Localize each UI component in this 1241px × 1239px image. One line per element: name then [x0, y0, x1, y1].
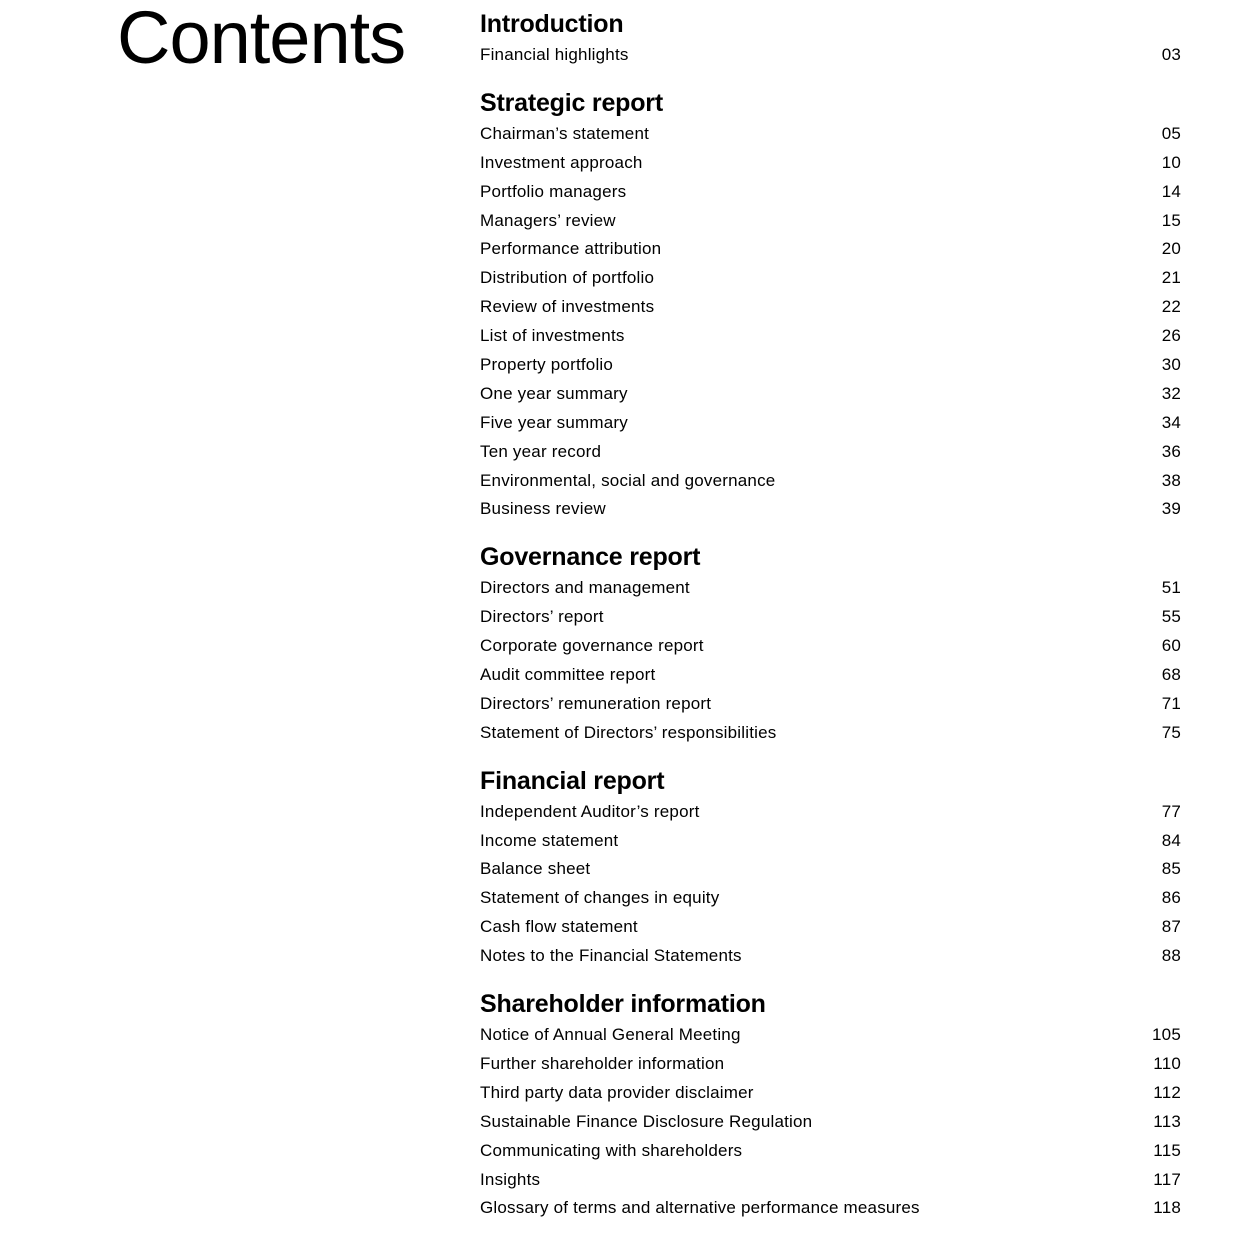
toc-entry-title: List of investments: [480, 326, 625, 346]
toc-entry[interactable]: [480, 855, 1181, 884]
section-heading: Financial report: [480, 766, 665, 795]
toc-entry-title: Audit committee report: [480, 665, 656, 685]
toc-entry-page-number: 20: [1161, 239, 1181, 259]
toc-section: [480, 541, 1181, 747]
toc-entry-page-number: 38: [1161, 470, 1181, 490]
toc-entry[interactable]: [480, 942, 1181, 971]
toc-entry-page-number: 14: [1161, 181, 1181, 201]
toc-entry[interactable]: [480, 1079, 1181, 1108]
toc-entry-page-number: 75: [1161, 722, 1181, 742]
toc-entry-title: Directors and management: [480, 578, 690, 598]
toc-entry-page-number: 32: [1161, 383, 1181, 403]
toc-entry-title: Five year summary: [480, 412, 628, 432]
toc-entry-page-number: 39: [1161, 499, 1181, 519]
toc-entry-title: One year summary: [480, 383, 628, 403]
toc-entry[interactable]: [480, 235, 1181, 264]
toc-entry-title: Balance sheet: [480, 859, 591, 879]
toc-entry-title: Directors’ remuneration report: [480, 693, 712, 713]
toc-entry-page-number: 34: [1161, 412, 1181, 432]
toc-entry-page-number: 51: [1161, 578, 1181, 598]
toc-entry[interactable]: [480, 719, 1181, 748]
toc-entry-title: Review of investments: [480, 297, 655, 317]
toc-entry-page-number: 68: [1161, 665, 1181, 685]
toc-entry[interactable]: [480, 438, 1181, 467]
toc-entry-page-number: 36: [1161, 441, 1181, 461]
toc-entry[interactable]: [480, 467, 1181, 496]
toc-entry-page-number: 118: [1153, 1198, 1181, 1218]
toc-entry-page-number: 22: [1161, 297, 1181, 317]
section-heading: Governance report: [480, 543, 701, 572]
toc-entry-title: Further shareholder information: [480, 1053, 725, 1073]
toc-list: [480, 120, 1181, 524]
toc-entry[interactable]: [480, 149, 1181, 178]
toc-entry[interactable]: [480, 632, 1181, 661]
toc-entry[interactable]: [480, 1166, 1181, 1195]
section-heading: Strategic report: [480, 88, 663, 117]
toc-entry-title: Insights: [480, 1169, 541, 1189]
toc-entry-title: Income statement: [480, 830, 619, 850]
toc-entry-title: Cash flow statement: [480, 917, 638, 937]
toc-entry-page-number: 05: [1161, 123, 1181, 143]
toc-entry-title: Third party data provider disclaimer: [480, 1082, 754, 1102]
toc-entry[interactable]: [480, 574, 1181, 603]
toc-entry-title: Communicating with shareholders: [480, 1140, 743, 1160]
toc-entry-page-number: 117: [1153, 1169, 1181, 1189]
toc-entry-title: Distribution of portfolio: [480, 268, 655, 288]
toc-entry-title: Environmental, social and governance: [480, 470, 776, 490]
toc-entry-title: Performance attribution: [480, 239, 662, 259]
toc-entry-title: Directors’ report: [480, 607, 604, 627]
toc-entry[interactable]: [480, 495, 1181, 524]
toc-entry-page-number: 87: [1161, 917, 1181, 937]
toc-entry-page-number: 55: [1161, 607, 1181, 627]
toc-entry-title: Sustainable Finance Disclosure Regulation: [480, 1111, 813, 1131]
toc-entry-page-number: 71: [1161, 693, 1181, 713]
toc-entry-title: Glossary of terms and alternative performance measures: [480, 1198, 920, 1218]
toc-entry-title: Notes to the Financial Statements: [480, 946, 742, 966]
toc-entry-page-number: 77: [1161, 801, 1181, 821]
toc-entry-page-number: 15: [1161, 210, 1181, 230]
toc-entry-page-number: 84: [1161, 830, 1181, 850]
toc-list: [480, 1021, 1181, 1223]
toc-entry[interactable]: [480, 690, 1181, 719]
toc-entry-page-number: 30: [1161, 355, 1181, 375]
toc-entry[interactable]: [480, 798, 1181, 827]
toc-entry[interactable]: [480, 351, 1181, 380]
toc-list: [480, 41, 1181, 70]
toc-entry-title: Business review: [480, 499, 606, 519]
toc-entry[interactable]: [480, 1021, 1181, 1050]
toc-entry-title: Investment approach: [480, 152, 643, 172]
toc-entry-page-number: 105: [1152, 1025, 1181, 1045]
toc-entry[interactable]: [480, 380, 1181, 409]
toc-entry-page-number: 110: [1153, 1053, 1181, 1073]
toc-entry[interactable]: [480, 603, 1181, 632]
toc-entry-page-number: 115: [1153, 1140, 1181, 1160]
toc-entry-title: Statement of Directors’ responsibilities: [480, 722, 777, 742]
toc-entry[interactable]: [480, 1050, 1181, 1079]
toc-entry-title: Independent Auditor’s report: [480, 801, 700, 821]
toc-entry-title: Chairman’s statement: [480, 123, 650, 143]
toc-section: [480, 87, 1181, 524]
toc-section: [480, 765, 1181, 971]
toc-entry-title: Corporate governance report: [480, 636, 704, 656]
toc-entry[interactable]: [480, 913, 1181, 942]
toc-entry[interactable]: [480, 322, 1181, 351]
toc-entry-title: Portfolio managers: [480, 181, 627, 201]
toc-list: [480, 798, 1181, 971]
toc-entry[interactable]: [480, 178, 1181, 207]
toc-list: [480, 574, 1181, 747]
section-heading: Shareholder information: [480, 990, 766, 1019]
toc-entry-title: Financial highlights: [480, 45, 629, 64]
toc-entry[interactable]: [480, 41, 1181, 70]
toc-entry-page-number: 21: [1161, 268, 1181, 288]
toc-entry[interactable]: [480, 1108, 1181, 1137]
table-of-contents: [480, 8, 1181, 1223]
section-heading: Introduction: [480, 10, 624, 38]
toc-section: [480, 8, 1181, 70]
toc-entry[interactable]: [480, 884, 1181, 913]
toc-entry-page-number: 10: [1161, 152, 1181, 172]
toc-entry[interactable]: [480, 1194, 1181, 1223]
toc-entry-page-number: 03: [1161, 45, 1181, 64]
toc-entry-page-number: 60: [1161, 636, 1181, 656]
toc-entry[interactable]: [480, 661, 1181, 690]
toc-entry-title: Property portfolio: [480, 355, 614, 375]
toc-entry-page-number: 26: [1161, 326, 1181, 346]
toc-entry-page-number: 113: [1153, 1111, 1181, 1131]
toc-entry[interactable]: [480, 293, 1181, 322]
toc-entry-title: Managers’ review: [480, 210, 616, 230]
page-title: Contents: [117, 0, 406, 79]
toc-entry[interactable]: [480, 827, 1181, 856]
toc-entry-title: Notice of Annual General Meeting: [480, 1025, 741, 1045]
toc-entry-page-number: 86: [1161, 888, 1181, 908]
toc-entry[interactable]: [480, 120, 1181, 149]
toc-entry-page-number: 112: [1153, 1082, 1181, 1102]
toc-section: [480, 988, 1181, 1223]
toc-entry-page-number: 88: [1161, 946, 1181, 966]
toc-entry[interactable]: [480, 207, 1181, 236]
toc-entry-title: Statement of changes in equity: [480, 888, 720, 908]
toc-entry-page-number: 85: [1161, 859, 1181, 879]
toc-entry[interactable]: [480, 264, 1181, 293]
toc-entry[interactable]: [480, 1137, 1181, 1166]
toc-entry-title: Ten year record: [480, 441, 602, 461]
toc-entry[interactable]: [480, 409, 1181, 438]
